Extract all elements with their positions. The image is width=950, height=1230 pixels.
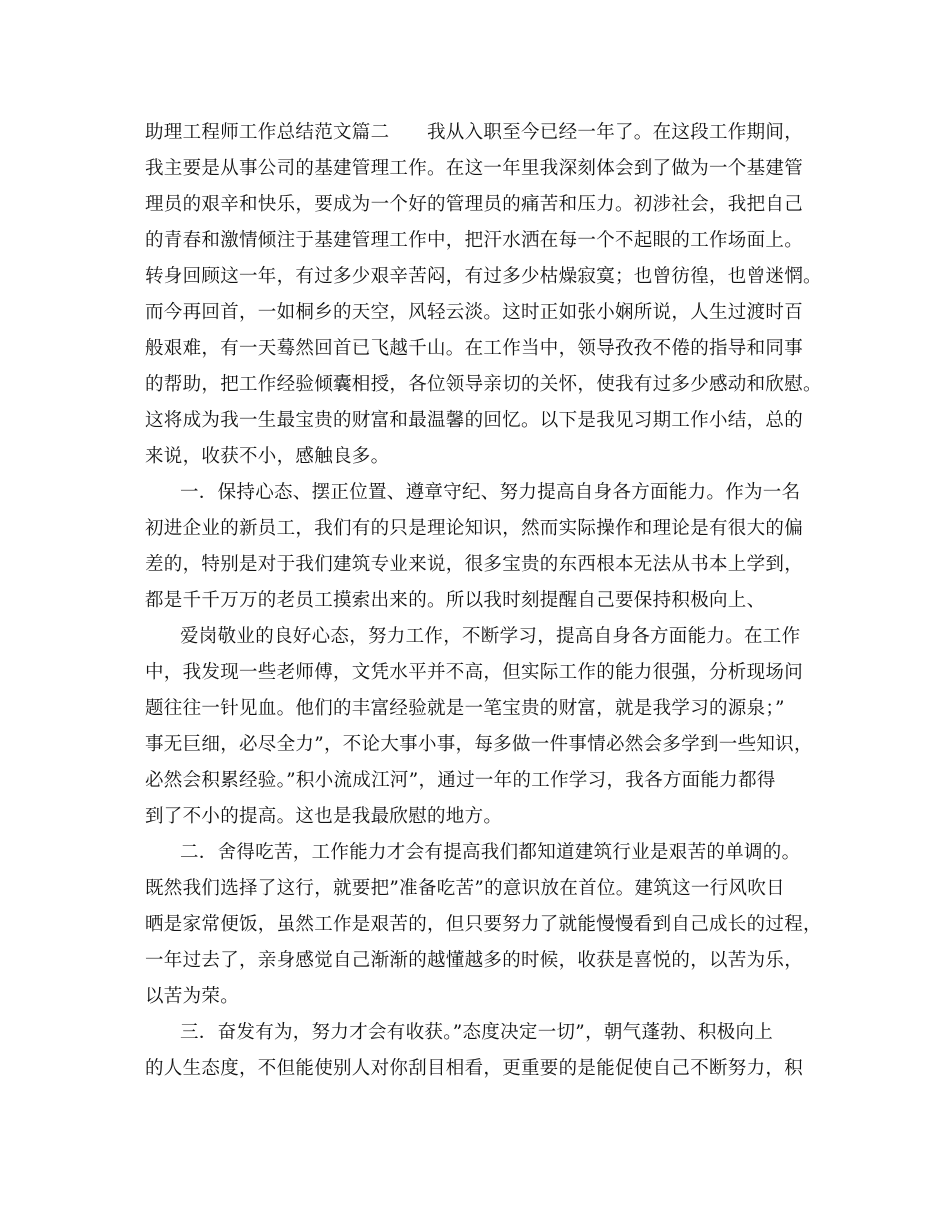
text-line: 一年过去了，亲身感觉自己渐渐的越懂越多的时候，收获是喜悦的，以苦为乐， (145, 950, 804, 971)
text-line: 助理工程师工作总结范文篇二 我从入职至今已经一年了。在这段工作期间， (145, 122, 804, 143)
text-line: 都是千千万万的老员工摸索出来的。所以我时刻提醒自己要保持积极向上、 (145, 590, 766, 611)
text-line: 题往往一针见血。他们的丰富经验就是一笔宝贵的财富，就是我学习的源泉；” (145, 698, 785, 719)
section-heading-2: 二．舍得吃苦，工作能力才会有提高我们都知道建筑行业是艰苦的单调的。 (180, 842, 801, 863)
text-line: 我主要是从事公司的基建管理工作。在这一年里我深刻体会到了做为一个基建管 (145, 158, 804, 179)
text-line: 差的，特别是对于我们建筑专业来说，很多宝贵的东西根本无法从书本上学到， (145, 554, 804, 575)
text-line: 必然会积累经验。”积小流成江河”，通过一年的工作学习，我各方面能力都得 (145, 770, 776, 791)
text-line: 既然我们选择了这行，就要把”准备吃苦”的意识放在首位。建筑这一行风吹日 (145, 878, 785, 899)
text-line: 到了不小的提高。这也是我最欣慰的地方。 (145, 806, 503, 827)
text-line: 爱岗敬业的良好心态，努力工作，不断学习，提高自身各方面能力。在工作 (180, 626, 801, 647)
text-line: 初进企业的新员工，我们有的只是理论知识，然而实际操作和理论是有很大的偏 (145, 518, 804, 539)
text-line: 的人生态度，不但能使别人对你刮目相看，更重要的是能促使自己不断努力，积 (145, 1058, 804, 1079)
text-line: 中，我发现一些老师傅，文凭水平并不高，但实际工作的能力很强，分析现场问 (145, 662, 804, 683)
section-heading-3: 三．奋发有为，努力才会有收获。”态度决定一切”，朝气蓬勃、积极向上 (180, 1022, 774, 1043)
text-line: 以苦为荣。 (145, 986, 240, 1007)
text-line: 来说，收获不小，感触良多。 (145, 446, 390, 467)
text-line: 般艰难，有一天蓦然回首已飞越千山。在工作当中，领导孜孜不倦的指导和同事 (145, 338, 804, 359)
section-heading-1: 一．保持心态、摆正位置、遵章守纪、努力提高自身各方面能力。作为一名 (180, 482, 801, 503)
text-line: 这将成为我一生最宝贵的财富和最温馨的回忆。以下是我见习期工作小结，总的 (145, 410, 804, 431)
text-line: 晒是家常便饭，虽然工作是艰苦的，但只要努力了就能慢慢看到自己成长的过程， (145, 914, 822, 935)
text-line: 理员的艰辛和快乐，要成为一个好的管理员的痛苦和压力。初涉社会，我把自己 (145, 194, 804, 215)
text-line: 的帮助，把工作经验倾囊相授，各位领导亲切的关怀，使我有过多少感动和欣慰。 (145, 374, 822, 395)
text-line: 事无巨细，必尽全力”，不论大事小事，每多做一件事情必然会多学到一些知识， (145, 734, 813, 755)
text-line: 的青春和激情倾注于基建管理工作中，把汗水洒在每一个不起眼的工作场面上。 (145, 230, 804, 251)
text-line: 转身回顾这一年，有过多少艰辛苦闷，有过多少枯燥寂寞；也曾彷徨，也曾迷惘。 (145, 266, 822, 287)
text-line: 而今再回首，一如桐乡的天空，风轻云淡。这时正如张小娴所说，人生过渡时百 (145, 302, 804, 323)
